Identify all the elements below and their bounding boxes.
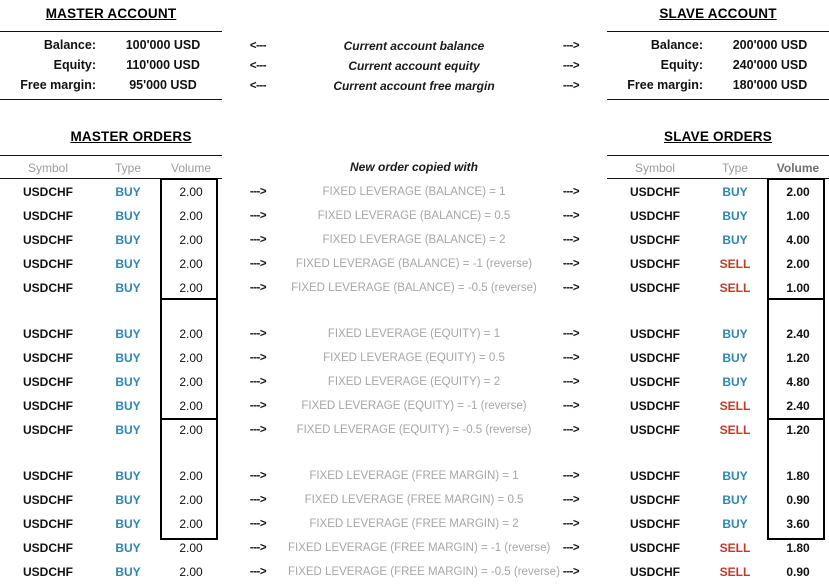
right-arrow-icon: ---> — [562, 470, 580, 482]
left-arrow-icon: <--- — [249, 40, 267, 52]
description-row — [288, 204, 540, 228]
right-arrow-icon: ---> — [249, 400, 267, 412]
description-row — [288, 560, 560, 584]
slave-equity-value: 240'000 USD — [732, 58, 808, 72]
master-order-symbol: USDCHF — [23, 423, 73, 437]
table-row — [607, 180, 829, 204]
master-order-symbol: USDCHF — [23, 399, 73, 413]
right-arrow-icon: ---> — [562, 328, 580, 340]
arrow-row — [228, 228, 288, 252]
middle-right-arrows — [540, 180, 602, 584]
master-order-volume: 2.00 — [179, 209, 203, 223]
slave-orders-body — [607, 180, 829, 584]
master-account-rule-bottom — [0, 99, 222, 100]
block-spacer — [0, 300, 222, 322]
leverage-description: FIXED LEVERAGE (BALANCE) = 1 — [322, 186, 506, 198]
master-order-type: BUY — [115, 399, 141, 413]
arrow-row — [540, 276, 602, 300]
account-descriptions — [288, 36, 540, 96]
slave-orders-rule-top — [607, 155, 829, 156]
table-row — [607, 394, 829, 418]
block-spacer — [0, 442, 222, 464]
description-row — [288, 252, 540, 276]
slave-order-symbol: USDCHF — [630, 469, 680, 483]
table-row — [607, 488, 829, 512]
arrow-row — [228, 252, 288, 276]
right-arrow-icon: ---> — [562, 234, 580, 246]
master-order-type: BUY — [115, 375, 141, 389]
description-row — [288, 346, 540, 370]
block-spacer — [228, 442, 288, 464]
master-order-volume: 2.00 — [179, 233, 203, 247]
master-free-margin-label: Free margin: — [20, 78, 96, 92]
block-spacer — [540, 442, 602, 464]
slave-order-type: SELL — [719, 541, 751, 555]
slave-order-symbol: USDCHF — [630, 233, 680, 247]
arrow-row — [228, 488, 288, 512]
leverage-description: FIXED LEVERAGE (BALANCE) = -0.5 (reverse) — [291, 282, 537, 294]
arrow-row — [540, 370, 602, 394]
slave-account-row — [607, 75, 829, 95]
master-order-symbol: USDCHF — [23, 257, 73, 271]
master-order-symbol: USDCHF — [23, 375, 73, 389]
master-order-volume: 2.00 — [179, 423, 203, 437]
right-arrow-icon: ---> — [249, 282, 267, 294]
description-row — [288, 512, 540, 536]
table-row — [607, 204, 829, 228]
right-arrow-icon: ---> — [562, 258, 580, 270]
slave-order-symbol: USDCHF — [630, 185, 680, 199]
master-order-type: BUY — [115, 469, 141, 483]
slave-order-symbol: USDCHF — [630, 209, 680, 223]
slave-order-type: BUY — [722, 209, 748, 223]
slave-orders-header-row — [607, 159, 829, 177]
table-row — [0, 228, 222, 252]
master-order-symbol: USDCHF — [23, 209, 73, 223]
block-spacer — [607, 442, 829, 464]
slave-account-panel — [607, 6, 829, 100]
description-row — [288, 370, 540, 394]
table-row — [0, 204, 222, 228]
slave-account-row — [607, 55, 829, 75]
slave-order-symbol: USDCHF — [630, 257, 680, 271]
slave-balance-label: Balance: — [650, 38, 703, 52]
right-arrow-icon: ---> — [249, 210, 267, 222]
master-account-title: MASTER ACCOUNT — [45, 6, 177, 21]
arrow-row — [540, 418, 602, 442]
block-spacer — [540, 300, 602, 322]
arrow-row — [228, 322, 288, 346]
master-order-type: BUY — [115, 257, 141, 271]
slave-order-volume: 0.90 — [786, 565, 810, 579]
slave-order-volume: 1.00 — [786, 281, 810, 295]
arrow-row — [540, 488, 602, 512]
master-order-symbol: USDCHF — [23, 469, 73, 483]
master-order-volume: 2.00 — [179, 281, 203, 295]
slave-orders-title: SLAVE ORDERS — [664, 129, 772, 144]
master-order-symbol: USDCHF — [23, 185, 73, 199]
description-row — [288, 464, 540, 488]
block-spacer — [228, 300, 288, 322]
slave-order-type: BUY — [722, 493, 748, 507]
slave-order-symbol: USDCHF — [630, 351, 680, 365]
master-order-volume: 2.00 — [179, 185, 203, 199]
slave-order-volume: 1.20 — [786, 351, 810, 365]
arrow-row — [540, 464, 602, 488]
table-row — [0, 488, 222, 512]
right-arrow-icon: ---> — [249, 234, 267, 246]
slave-order-type: SELL — [719, 281, 751, 295]
leverage-description: FIXED LEVERAGE (BALANCE) = -1 (reverse) — [295, 258, 533, 270]
master-order-symbol: USDCHF — [23, 493, 73, 507]
leverage-description: FIXED LEVERAGE (EQUITY) = -1 (reverse) — [301, 400, 527, 412]
master-order-type: BUY — [115, 541, 141, 555]
slave-order-type: BUY — [722, 185, 748, 199]
slave-order-volume: 4.00 — [786, 233, 810, 247]
middle-descriptions — [288, 180, 560, 584]
master-balance-label: Balance: — [43, 38, 96, 52]
slave-order-volume: 2.00 — [786, 257, 810, 271]
master-orders-rule-top — [0, 155, 222, 156]
right-arrow-icon: ---> — [562, 352, 580, 364]
slave-order-type: SELL — [719, 423, 751, 437]
slave-order-volume: 0.90 — [786, 493, 810, 507]
master-order-type: BUY — [115, 327, 141, 341]
right-arrow-icon: ---> — [562, 60, 580, 72]
table-row — [607, 512, 829, 536]
slave-account-title-wrap — [607, 6, 829, 28]
table-row — [607, 536, 829, 560]
leverage-description: FIXED LEVERAGE (FREE MARGIN) = 1 — [309, 470, 519, 482]
slave-order-symbol: USDCHF — [630, 541, 680, 555]
master-col-volume: Volume — [170, 161, 212, 175]
arrow-row — [540, 322, 602, 346]
right-arrow-icon: ---> — [249, 258, 267, 270]
arrow-row — [540, 536, 602, 560]
block-spacer — [607, 300, 829, 322]
slave-order-type: BUY — [722, 233, 748, 247]
master-order-type: BUY — [115, 493, 141, 507]
master-order-volume: 2.00 — [179, 469, 203, 483]
master-order-type: BUY — [115, 185, 141, 199]
slave-account-row — [607, 35, 829, 55]
arrow-row — [228, 204, 288, 228]
slave-order-volume: 2.40 — [786, 327, 810, 341]
slave-order-type: SELL — [719, 399, 751, 413]
arrow-row — [540, 252, 602, 276]
arrow-row — [540, 560, 602, 584]
right-arrow-icon: ---> — [562, 566, 580, 578]
slave-free-margin-value: 180'000 USD — [732, 78, 808, 92]
right-arrow-icon: ---> — [249, 328, 267, 340]
right-arrow-icon: ---> — [249, 470, 267, 482]
right-arrow-icon: ---> — [562, 518, 580, 530]
slave-order-type: SELL — [719, 565, 751, 579]
slave-order-type: BUY — [722, 469, 748, 483]
master-order-volume: 2.00 — [179, 399, 203, 413]
slave-order-volume: 3.60 — [786, 517, 810, 531]
master-order-type: BUY — [115, 209, 141, 223]
slave-order-type: BUY — [722, 351, 748, 365]
master-account-title-wrap — [0, 6, 222, 28]
master-orders-title: MASTER ORDERS — [70, 129, 192, 144]
master-order-symbol: USDCHF — [23, 351, 73, 365]
table-row — [0, 418, 222, 442]
master-equity-label: Equity: — [53, 58, 96, 72]
master-order-volume: 2.00 — [179, 493, 203, 507]
slave-orders-rule-bottom — [607, 178, 829, 179]
master-order-symbol: USDCHF — [23, 517, 73, 531]
description-row — [288, 228, 540, 252]
master-order-type: BUY — [115, 423, 141, 437]
leverage-description: FIXED LEVERAGE (EQUITY) = 1 — [327, 328, 501, 340]
master-order-volume: 2.00 — [179, 327, 203, 341]
arrow-row — [228, 180, 288, 204]
right-arrow-icon: ---> — [249, 566, 267, 578]
right-arrow-icon: ---> — [562, 376, 580, 388]
leverage-description: FIXED LEVERAGE (EQUITY) = -0.5 (reverse) — [296, 424, 532, 436]
master-account-row — [0, 75, 222, 95]
description-row — [288, 418, 540, 442]
slave-order-volume: 1.00 — [786, 209, 810, 223]
right-arrow-icon: ---> — [249, 494, 267, 506]
block-spacer — [288, 300, 540, 322]
slave-order-symbol: USDCHF — [630, 375, 680, 389]
table-row — [607, 228, 829, 252]
table-row — [607, 464, 829, 488]
right-arrow-icon: ---> — [249, 186, 267, 198]
arrow-row — [540, 394, 602, 418]
arrow-row — [228, 346, 288, 370]
arrow-row — [540, 228, 602, 252]
block-spacer — [288, 442, 540, 464]
slave-order-volume: 2.40 — [786, 399, 810, 413]
master-account-row — [0, 35, 222, 55]
left-arrow-icon: <--- — [249, 80, 267, 92]
slave-equity-label: Equity: — [660, 58, 703, 72]
arrow-row — [540, 512, 602, 536]
arrow-row — [540, 204, 602, 228]
description-row — [288, 180, 540, 204]
table-row — [607, 252, 829, 276]
right-arrow-icon: ---> — [562, 424, 580, 436]
master-order-volume: 2.00 — [179, 375, 203, 389]
slave-order-symbol: USDCHF — [630, 423, 680, 437]
master-order-type: BUY — [115, 351, 141, 365]
slave-balance-value: 200'000 USD — [732, 38, 808, 52]
master-col-symbol: Symbol — [27, 161, 68, 175]
table-row — [0, 394, 222, 418]
master-account-row — [0, 55, 222, 75]
slave-order-volume: 4.80 — [786, 375, 810, 389]
arrow-row — [228, 370, 288, 394]
master-order-volume: 2.00 — [179, 541, 203, 555]
middle-column-header: New order copied with — [349, 160, 478, 174]
master-order-type: BUY — [115, 233, 141, 247]
arrow-row — [228, 512, 288, 536]
right-arrow-icon: ---> — [562, 40, 580, 52]
right-arrow-icon: ---> — [249, 542, 267, 554]
master-free-margin-value: 95'000 USD — [129, 78, 197, 92]
slave-order-type: BUY — [722, 517, 748, 531]
right-arrow-icon: ---> — [562, 542, 580, 554]
master-order-symbol: USDCHF — [23, 327, 73, 341]
master-order-volume: 2.00 — [179, 517, 203, 531]
table-row — [0, 512, 222, 536]
master-equity-value: 110'000 USD — [126, 58, 200, 72]
description-row — [288, 394, 540, 418]
slave-order-symbol: USDCHF — [630, 327, 680, 341]
right-arrow-icon: ---> — [562, 80, 580, 92]
slave-account-rule-bottom — [607, 99, 829, 100]
master-order-type: BUY — [115, 565, 141, 579]
table-row — [0, 370, 222, 394]
master-order-symbol: USDCHF — [23, 565, 73, 579]
master-order-symbol: USDCHF — [23, 281, 73, 295]
slave-order-volume: 2.00 — [786, 185, 810, 199]
slave-free-margin-label: Free margin: — [627, 78, 703, 92]
right-arrow-icon: ---> — [562, 494, 580, 506]
description-row — [288, 536, 551, 560]
slave-col-symbol: Symbol — [634, 161, 675, 175]
leverage-description: FIXED LEVERAGE (FREE MARGIN) = -1 (reverse) — [288, 542, 551, 554]
master-order-type: BUY — [115, 517, 141, 531]
table-row — [0, 252, 222, 276]
slave-col-type: Type — [721, 161, 748, 175]
arrow-row — [228, 536, 288, 560]
description-row — [288, 322, 540, 346]
arrow-row — [228, 276, 288, 300]
slave-order-type: SELL — [719, 257, 751, 271]
table-row — [607, 418, 829, 442]
master-order-type: BUY — [115, 281, 141, 295]
right-arrow-icon: ---> — [562, 186, 580, 198]
arrow-row — [228, 560, 288, 584]
table-row — [607, 560, 829, 584]
master-order-volume: 2.00 — [179, 351, 203, 365]
leverage-description: FIXED LEVERAGE (BALANCE) = 2 — [322, 234, 506, 246]
slave-order-symbol: USDCHF — [630, 493, 680, 507]
leverage-description: FIXED LEVERAGE (FREE MARGIN) = 2 — [309, 518, 519, 530]
slave-col-volume: Volume — [776, 161, 820, 175]
leverage-description: FIXED LEVERAGE (FREE MARGIN) = 0.5 — [304, 494, 524, 506]
slave-order-type: BUY — [722, 375, 748, 389]
master-orders-rule-bottom — [0, 178, 222, 179]
arrow-row — [228, 394, 288, 418]
account-right-arrows — [540, 36, 602, 96]
master-balance-value: 100'000 USD — [125, 38, 201, 52]
slave-order-symbol: USDCHF — [630, 281, 680, 295]
left-arrow-icon: <--- — [249, 60, 267, 72]
slave-order-symbol: USDCHF — [630, 517, 680, 531]
table-row — [607, 370, 829, 394]
account-description: Current account free margin — [333, 79, 495, 93]
table-row — [0, 346, 222, 370]
right-arrow-icon: ---> — [562, 282, 580, 294]
master-account-rows — [0, 32, 222, 97]
slave-order-symbol: USDCHF — [630, 565, 680, 579]
slave-account-title: SLAVE ACCOUNT — [659, 6, 777, 21]
table-row — [607, 346, 829, 370]
account-left-arrows — [228, 36, 288, 96]
master-order-symbol: USDCHF — [23, 233, 73, 247]
right-arrow-icon: ---> — [562, 210, 580, 222]
arrow-row — [228, 464, 288, 488]
arrow-row — [540, 180, 602, 204]
leverage-description: FIXED LEVERAGE (FREE MARGIN) = -0.5 (reverse) — [288, 566, 560, 578]
slave-order-volume: 1.80 — [786, 469, 810, 483]
arrow-row — [540, 346, 602, 370]
account-description: Current account equity — [348, 59, 480, 73]
leverage-description: FIXED LEVERAGE (BALANCE) = 0.5 — [317, 210, 511, 222]
slave-order-type: BUY — [722, 327, 748, 341]
master-order-volume: 2.00 — [179, 257, 203, 271]
right-arrow-icon: ---> — [562, 400, 580, 412]
right-arrow-icon: ---> — [249, 376, 267, 388]
description-row — [288, 488, 540, 512]
right-arrow-icon: ---> — [249, 518, 267, 530]
leverage-description: FIXED LEVERAGE (EQUITY) = 0.5 — [323, 352, 505, 364]
slave-order-volume: 1.80 — [786, 541, 810, 555]
slave-account-rows — [607, 32, 829, 97]
table-row — [607, 322, 829, 346]
table-row — [0, 464, 222, 488]
master-order-volume: 2.00 — [179, 565, 203, 579]
arrow-row — [228, 418, 288, 442]
master-col-type: Type — [114, 161, 141, 175]
master-order-symbol: USDCHF — [23, 541, 73, 555]
master-orders-header-row — [0, 159, 222, 177]
table-row — [0, 322, 222, 346]
leverage-description: FIXED LEVERAGE (EQUITY) = 2 — [327, 376, 501, 388]
master-account-panel — [0, 6, 222, 100]
slave-order-volume: 1.20 — [786, 423, 810, 437]
description-row — [288, 276, 540, 300]
table-row — [0, 180, 222, 204]
master-orders-body — [0, 180, 222, 584]
account-description: Current account balance — [343, 39, 485, 53]
right-arrow-icon: ---> — [249, 424, 267, 436]
table-row — [607, 276, 829, 300]
table-row — [0, 276, 222, 300]
right-arrow-icon: ---> — [249, 352, 267, 364]
table-row — [0, 536, 222, 560]
middle-left-arrows — [228, 180, 288, 584]
slave-order-symbol: USDCHF — [630, 399, 680, 413]
table-row — [0, 560, 222, 584]
